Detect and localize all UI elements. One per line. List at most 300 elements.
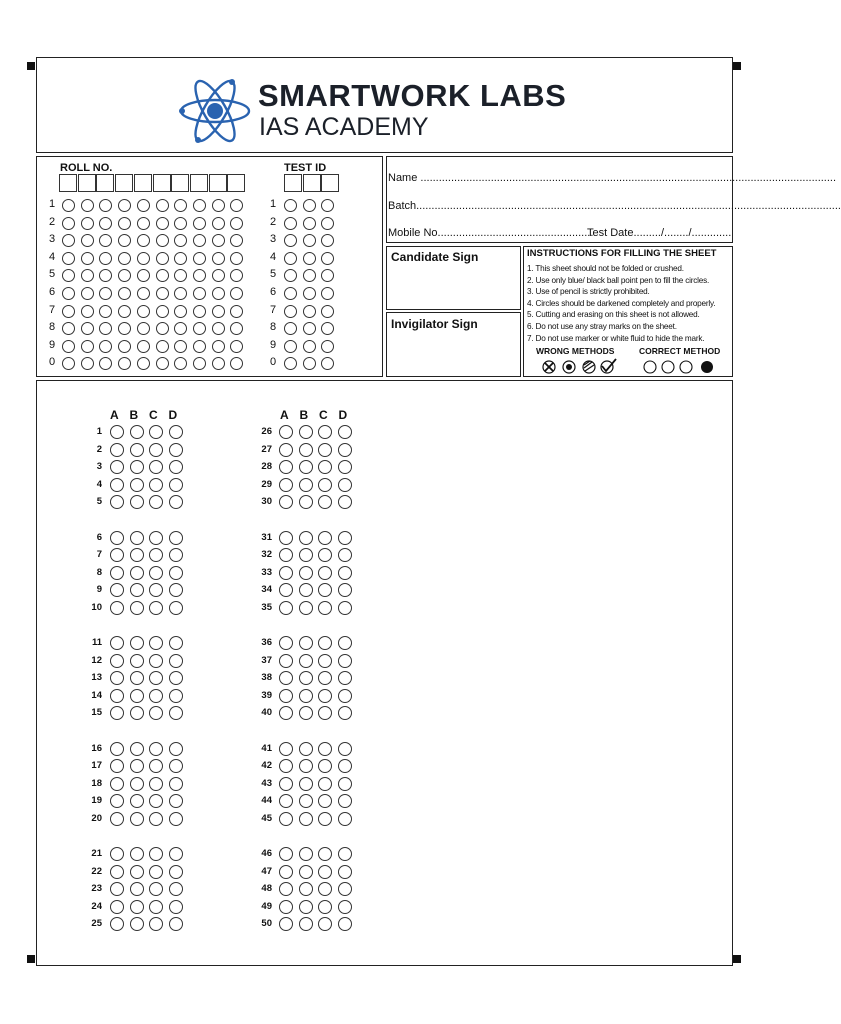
roll-no-bubble[interactable] [81,234,94,247]
answer-bubble[interactable] [279,847,293,861]
roll-no-bubble[interactable] [156,357,169,370]
roll-no-bubble[interactable] [193,287,206,300]
answer-bubble[interactable] [318,812,332,826]
question-number: 3 [96,461,102,473]
roll-no-bubble[interactable] [137,287,150,300]
roll-no-bubble[interactable] [81,287,94,300]
roll-no-bubble[interactable] [156,340,169,353]
roll-no-bubble[interactable] [156,234,169,247]
test-id-entry-cell[interactable] [303,174,321,192]
answer-bubble[interactable] [149,601,163,615]
answer-bubble[interactable] [110,865,124,879]
answer-bubble[interactable] [299,689,313,703]
answer-bubble[interactable] [149,900,163,914]
test-id-bubble[interactable] [321,305,334,318]
roll-no-digit-label: 6 [49,286,56,298]
answer-bubble[interactable] [130,847,144,861]
test-id-bubble[interactable] [303,340,316,353]
question-number: 11 [91,637,102,648]
answer-bubble[interactable] [169,566,183,580]
roll-no-bubble[interactable] [212,357,225,370]
answer-bubble[interactable] [169,601,183,615]
test-id-bubble[interactable] [284,252,297,265]
answer-bubble[interactable] [338,812,352,826]
test-id-label: TEST ID [284,162,327,174]
roll-no-bubble[interactable] [81,322,94,335]
answer-bubble[interactable] [338,847,352,861]
test-id-digit-label: 0 [270,356,277,369]
test-id-bubble[interactable] [303,305,316,318]
answer-bubble[interactable] [169,425,183,439]
answer-bubble[interactable] [130,706,144,720]
test-id-bubble[interactable] [284,199,297,212]
answer-bubble[interactable] [169,636,183,650]
roll-no-bubble[interactable] [137,322,150,335]
answer-bubble[interactable] [299,917,313,931]
answer-bubble[interactable] [338,671,352,685]
test-id-bubble[interactable] [303,199,316,212]
answer-bubble[interactable] [299,566,313,580]
answer-bubble[interactable] [279,425,293,439]
answer-bubble[interactable] [110,566,124,580]
answer-bubble[interactable] [338,654,352,668]
answer-bubble[interactable] [299,706,313,720]
answer-bubble[interactable] [110,531,124,545]
answer-bubble[interactable] [130,460,144,474]
answer-bubble[interactable] [110,759,124,773]
roll-no-bubble[interactable] [156,269,169,282]
answer-bubble[interactable] [130,794,144,808]
answer-bubble[interactable] [130,636,144,650]
roll-no-bubble[interactable] [99,217,112,230]
roll-no-bubble[interactable] [81,305,94,318]
roll-no-entry-cell[interactable] [96,174,114,192]
roll-no-bubble[interactable] [137,252,150,265]
answer-bubble[interactable] [130,443,144,457]
answer-bubble[interactable] [299,425,313,439]
answer-bubble[interactable] [299,865,313,879]
roll-no-bubble[interactable] [62,287,75,300]
answer-bubble[interactable] [130,601,144,615]
instruction-item: 3. Use of pencil is strictly prohibited. [527,287,650,297]
roll-no-bubble[interactable] [118,287,131,300]
answer-bubble[interactable] [318,865,332,879]
roll-no-bubble[interactable] [81,199,94,212]
option-header: B [299,408,309,422]
test-id-entry-cell[interactable] [284,174,302,192]
roll-no-digit-label: 0 [49,356,56,369]
test-id-bubble[interactable] [284,305,297,318]
answer-bubble[interactable] [338,865,352,879]
answer-bubble[interactable] [299,847,313,861]
answer-bubble[interactable] [149,812,163,826]
answer-bubble[interactable] [149,847,163,861]
roll-no-bubble[interactable] [81,340,94,353]
answer-bubble[interactable] [149,478,163,492]
answer-bubble[interactable] [169,865,183,879]
answer-bubble[interactable] [130,917,144,931]
answer-bubble[interactable] [299,900,313,914]
roll-no-bubble[interactable] [156,305,169,318]
roll-no-bubble[interactable] [212,340,225,353]
answer-bubble[interactable] [318,847,332,861]
test-id-bubble[interactable] [303,322,316,335]
answer-bubble[interactable] [130,548,144,562]
answer-bubble[interactable] [130,495,144,509]
test-id-bubble[interactable] [284,340,297,353]
answer-bubble[interactable] [110,548,124,562]
option-header: D [168,408,178,422]
answer-bubble[interactable] [318,689,332,703]
answer-bubble[interactable] [299,531,313,545]
answer-bubble[interactable] [338,759,352,773]
answer-bubble[interactable] [149,566,163,580]
answer-bubble[interactable] [299,882,313,896]
answer-bubble[interactable] [130,566,144,580]
answer-bubble[interactable] [169,706,183,720]
answer-bubble[interactable] [318,636,332,650]
brand-subtitle: IAS ACADEMY [259,113,429,141]
roll-no-bubble[interactable] [62,305,75,318]
test-id-entry-cell[interactable] [321,174,339,192]
test-date-field[interactable]: Test Date........./......../............. [587,227,732,239]
answer-bubble[interactable] [279,443,293,457]
roll-no-entry-cell[interactable] [59,174,77,192]
answer-bubble[interactable] [169,812,183,826]
answer-bubble[interactable] [279,689,293,703]
answer-bubble[interactable] [338,882,352,896]
roll-no-bubble[interactable] [118,305,131,318]
roll-no-bubble[interactable] [174,217,187,230]
roll-no-bubble[interactable] [193,322,206,335]
answer-bubble[interactable] [299,636,313,650]
answer-bubble[interactable] [338,478,352,492]
question-number: 33 [261,566,272,578]
answer-bubble[interactable] [169,478,183,492]
roll-no-bubble[interactable] [212,252,225,265]
question-number: 1 [96,426,102,437]
answer-bubble[interactable] [169,689,183,703]
answer-bubble[interactable] [279,601,293,615]
mobile-field[interactable]: Mobile No................................................... [388,227,594,239]
answer-bubble[interactable] [130,689,144,703]
registration-mark [27,62,35,70]
answer-bubble[interactable] [169,847,183,861]
roll-no-bubble[interactable] [193,305,206,318]
roll-no-bubble[interactable] [137,234,150,247]
test-id-bubble[interactable] [321,217,334,230]
answer-bubble[interactable] [149,443,163,457]
roll-no-entry-cell[interactable] [153,174,171,192]
answer-bubble[interactable] [338,794,352,808]
answer-bubble[interactable] [279,531,293,545]
roll-no-bubble[interactable] [62,199,75,212]
answer-bubble[interactable] [169,671,183,685]
answer-bubble[interactable] [169,777,183,791]
roll-no-bubble[interactable] [156,252,169,265]
answer-bubble[interactable] [279,777,293,791]
test-id-bubble[interactable] [303,217,316,230]
question-number: 27 [261,443,272,455]
answer-bubble[interactable] [169,460,183,474]
roll-no-bubble[interactable] [212,305,225,318]
answer-bubble[interactable] [279,566,293,580]
answer-bubble[interactable] [338,900,352,914]
answer-bubble[interactable] [149,548,163,562]
atom-icon [178,80,252,142]
test-id-bubble[interactable] [284,217,297,230]
batch-field[interactable]: Batch........................................................................................................................................... [388,200,841,212]
answer-bubble[interactable] [130,759,144,773]
answer-bubble[interactable] [318,478,332,492]
answer-bubble[interactable] [149,636,163,650]
answer-bubble[interactable] [149,654,163,668]
name-field[interactable]: Name ........................................................................................................................................ [388,172,837,184]
roll-no-entry-cell[interactable] [190,174,208,192]
roll-no-bubble[interactable] [62,252,75,265]
option-header: C [319,408,328,422]
wrong-methods-label: WRONG METHODS [536,346,615,356]
answer-bubble[interactable] [338,531,352,545]
answer-bubble[interactable] [318,566,332,580]
answer-bubble[interactable] [279,759,293,773]
answer-bubble[interactable] [338,548,352,562]
answer-bubble[interactable] [130,478,144,492]
roll-no-bubble[interactable] [137,217,150,230]
answer-bubble[interactable] [338,495,352,509]
test-id-digit-label: 7 [270,303,277,316]
answer-bubble[interactable] [149,531,163,545]
roll-no-entry-cell[interactable] [209,174,227,192]
answer-bubble[interactable] [110,443,124,457]
answer-bubble[interactable] [110,900,124,914]
answer-bubble[interactable] [338,601,352,615]
question-number: 19 [91,795,102,807]
roll-no-bubble[interactable] [193,217,206,230]
wrong-methods-examples [540,358,620,376]
answer-bubble[interactable] [318,443,332,457]
answer-bubble[interactable] [338,443,352,457]
question-number: 15 [91,707,102,719]
answer-bubble[interactable] [318,548,332,562]
answer-bubble[interactable] [299,443,313,457]
answer-bubble[interactable] [110,812,124,826]
answer-bubble[interactable] [338,583,352,597]
answer-bubble[interactable] [149,777,163,791]
question-number: 36 [261,637,272,648]
answer-bubble[interactable] [130,900,144,914]
answer-bubble[interactable] [318,425,332,439]
answer-bubble[interactable] [279,636,293,650]
answer-bubble[interactable] [149,865,163,879]
answer-bubble[interactable] [338,636,352,650]
test-id-digit-label: 2 [270,215,277,228]
roll-no-bubble[interactable] [212,217,225,230]
answer-bubble[interactable] [169,917,183,931]
test-id-bubble[interactable] [303,287,316,300]
roll-no-bubble[interactable] [137,340,150,353]
test-id-digit-label: 6 [270,286,277,298]
roll-no-bubble[interactable] [174,340,187,353]
roll-no-bubble[interactable] [212,287,225,300]
answer-bubble[interactable] [318,654,332,668]
answer-bubble[interactable] [169,531,183,545]
roll-no-bubble[interactable] [137,305,150,318]
answer-bubble[interactable] [299,478,313,492]
roll-no-bubble[interactable] [230,217,243,230]
answer-bubble[interactable] [169,548,183,562]
answer-bubble[interactable] [149,425,163,439]
answer-bubble[interactable] [338,777,352,791]
roll-no-bubble[interactable] [156,199,169,212]
answer-bubble[interactable] [169,742,183,756]
roll-no-bubble[interactable] [118,199,131,212]
answer-bubble[interactable] [110,425,124,439]
answer-bubble[interactable] [149,742,163,756]
roll-no-entry-cell[interactable] [78,174,96,192]
roll-no-bubble[interactable] [156,217,169,230]
answer-bubble[interactable] [169,443,183,457]
answer-bubble[interactable] [110,601,124,615]
answer-bubble[interactable] [318,601,332,615]
answer-bubble[interactable] [110,742,124,756]
answer-bubble[interactable] [130,742,144,756]
answer-bubble[interactable] [299,812,313,826]
answer-bubble[interactable] [169,495,183,509]
roll-no-entry-cell[interactable] [115,174,133,192]
answer-bubble[interactable] [110,478,124,492]
answer-bubble[interactable] [110,636,124,650]
answer-bubble[interactable] [169,882,183,896]
question-number: 24 [91,900,102,912]
test-id-bubble[interactable] [303,252,316,265]
answer-bubble[interactable] [299,794,313,808]
answer-bubble[interactable] [279,478,293,492]
answer-bubble[interactable] [169,583,183,597]
answer-bubble[interactable] [110,689,124,703]
answer-bubble[interactable] [169,900,183,914]
answer-bubble[interactable] [318,742,332,756]
answer-bubble[interactable] [299,460,313,474]
candidate-sign-label: Candidate Sign [391,250,479,264]
answer-bubble[interactable] [130,425,144,439]
answer-bubble[interactable] [279,812,293,826]
answer-bubble[interactable] [149,689,163,703]
answer-bubble[interactable] [299,759,313,773]
roll-no-bubble[interactable] [118,217,131,230]
test-id-bubble[interactable] [284,287,297,300]
answer-bubble[interactable] [338,742,352,756]
roll-no-bubble[interactable] [156,287,169,300]
question-number: 38 [261,672,272,684]
roll-no-bubble[interactable] [193,199,206,212]
roll-no-entry-cell[interactable] [227,174,245,192]
roll-no-digit-label: 4 [49,250,56,263]
question-number: 14 [91,689,102,701]
roll-no-bubble[interactable] [81,252,94,265]
answer-bubble[interactable] [279,654,293,668]
roll-no-bubble[interactable] [212,269,225,282]
answer-bubble[interactable] [299,742,313,756]
roll-no-bubble[interactable] [174,252,187,265]
roll-no-bubble[interactable] [118,252,131,265]
answer-bubble[interactable] [299,495,313,509]
answer-bubble[interactable] [338,566,352,580]
answer-bubble[interactable] [299,601,313,615]
roll-no-entry-cell[interactable] [171,174,189,192]
answer-bubble[interactable] [299,671,313,685]
roll-no-digit-label: 1 [49,198,56,210]
roll-no-bubble[interactable] [193,340,206,353]
answer-bubble[interactable] [318,531,332,545]
roll-no-bubble[interactable] [62,340,75,353]
answer-bubble[interactable] [279,742,293,756]
roll-no-bubble[interactable] [212,199,225,212]
answer-bubble[interactable] [130,654,144,668]
answer-bubble[interactable] [130,865,144,879]
answer-bubble[interactable] [299,777,313,791]
answer-bubble[interactable] [338,917,352,931]
answer-bubble[interactable] [110,777,124,791]
roll-no-bubble[interactable] [193,252,206,265]
answer-bubble[interactable] [338,425,352,439]
roll-no-bubble[interactable] [174,305,187,318]
answer-bubble[interactable] [299,548,313,562]
answer-bubble[interactable] [169,794,183,808]
option-header: D [338,408,348,422]
answer-bubble[interactable] [318,759,332,773]
answer-bubble[interactable] [279,865,293,879]
answer-bubble[interactable] [130,531,144,545]
roll-no-bubble[interactable] [212,234,225,247]
answer-bubble[interactable] [318,900,332,914]
answer-bubble[interactable] [149,759,163,773]
instruction-item: 2. Use only blue/ black ball point pen to fill the circles. [527,275,710,285]
roll-no-bubble[interactable] [99,305,112,318]
answer-bubble[interactable] [338,689,352,703]
roll-no-bubble[interactable] [118,340,131,353]
answer-bubble[interactable] [299,654,313,668]
roll-no-bubble[interactable] [230,305,243,318]
roll-no-bubble[interactable] [212,322,225,335]
roll-no-bubble[interactable] [193,234,206,247]
roll-no-bubble[interactable] [137,199,150,212]
test-id-bubble[interactable] [303,234,316,247]
answer-bubble[interactable] [130,882,144,896]
answer-bubble[interactable] [130,583,144,597]
answer-bubble[interactable] [279,548,293,562]
answer-bubble[interactable] [338,460,352,474]
roll-no-bubble[interactable] [81,217,94,230]
option-header: C [149,408,158,422]
answer-bubble[interactable] [110,654,124,668]
answer-bubble[interactable] [318,777,332,791]
answer-bubble[interactable] [299,583,313,597]
answer-bubble[interactable] [338,706,352,720]
answer-bubble[interactable] [130,812,144,826]
answer-bubble[interactable] [169,759,183,773]
answer-bubble[interactable] [279,900,293,914]
answer-bubble[interactable] [130,777,144,791]
roll-no-bubble[interactable] [62,217,75,230]
answer-bubble[interactable] [110,847,124,861]
roll-no-entry-cell[interactable] [134,174,152,192]
answer-bubble[interactable] [169,654,183,668]
answer-bubble[interactable] [130,671,144,685]
roll-no-bubble[interactable] [156,322,169,335]
question-number: 18 [91,777,102,789]
instruction-item: 7. Do not use marker or white fluid to hide the mark. [527,333,705,343]
